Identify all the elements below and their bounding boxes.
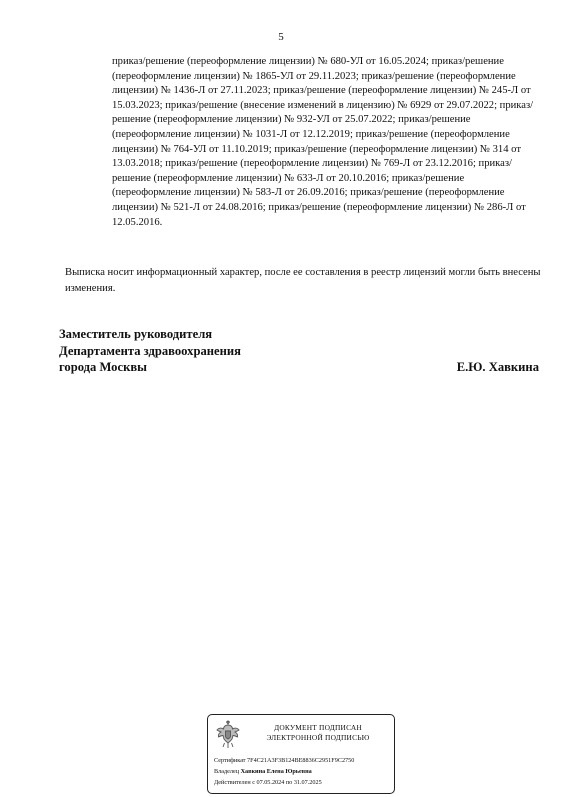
stamp-certificate-value: 7F4C21A3F3B124BE8836C2951F9C2750: [247, 757, 355, 764]
license-orders-list: приказ/решение (переоформление лицензии) № 680-УЛ от 16.05.2024; приказ/решение (переоформление лицензии) № 1865-УЛ от 29.11.2023; приказ/решение (переоформление лицензии) № 1436-Л от 27.11.2023; приказ/решение (переоформление лицензии) № 245-Л от 15.03.2023; приказ/решение (внесение изменений в лицензию) № 6929 от 29.07.2022; приказ/решение (переоформление лицензии) № 932-УЛ от 25.07.2022; приказ/решение (переоформление лицензии) № 1031-Л от 12.12.2019; приказ/решение (переоформление лицензии) № 764-УЛ от 11.10.2019; приказ/решение (переоформление лицензии) № 314 от 13.03.2018; приказ/решение (переоформление лицензии) № 769-Л от 23.12.2016; приказ/решение (переоформление лицензии) № 633-Л от 20.10.2016; приказ/решение (переоформление лицензии) № 583-Л от 26.09.2016; приказ/решение (переоформление лицензии) № 521-Л от 24.08.2016; приказ/решение (переоформление лицензии) № 286-Л от 12.05.2016.: [112, 56, 534, 228]
disclaimer-note: Выписка носит информационный характер, после ее составления в реестр лицензий могли быть внесены изменения.: [65, 267, 541, 294]
signatory-position-line3: города Москвы: [59, 360, 147, 374]
page-number: 5: [278, 31, 284, 43]
stamp-owner-value: Хавкина Елена Юрьевна: [240, 768, 312, 775]
stamp-validity-line: [214, 779, 322, 787]
stamp-title: [248, 723, 388, 742]
stamp-certificate-line: [214, 757, 354, 765]
stamp-certificate-label: Сертификат: [214, 757, 246, 764]
coat-of-arms-icon: [216, 720, 240, 750]
signatory-position-line2: Департамента здравоохранения: [59, 343, 241, 358]
stamp-validity-label: Действителен: [214, 779, 251, 786]
stamp-title-line1: ДОКУМЕНТ ПОДПИСАН: [274, 723, 362, 732]
stamp-validity-value: с 07.05.2024 по 31.07.2025: [252, 779, 322, 786]
signatory-position: [59, 326, 241, 376]
stamp-title-line2: ЭЛЕКТРОННОЙ ПОДПИСЬЮ: [266, 732, 370, 742]
electronic-signature-stamp: [207, 714, 395, 794]
signatory-position-line1: Заместитель руководителя: [59, 327, 213, 341]
signer-name: Е.Ю. Хавкина: [456, 360, 539, 374]
stamp-owner-line: [214, 768, 312, 776]
stamp-owner-label: Владелец: [214, 768, 240, 775]
